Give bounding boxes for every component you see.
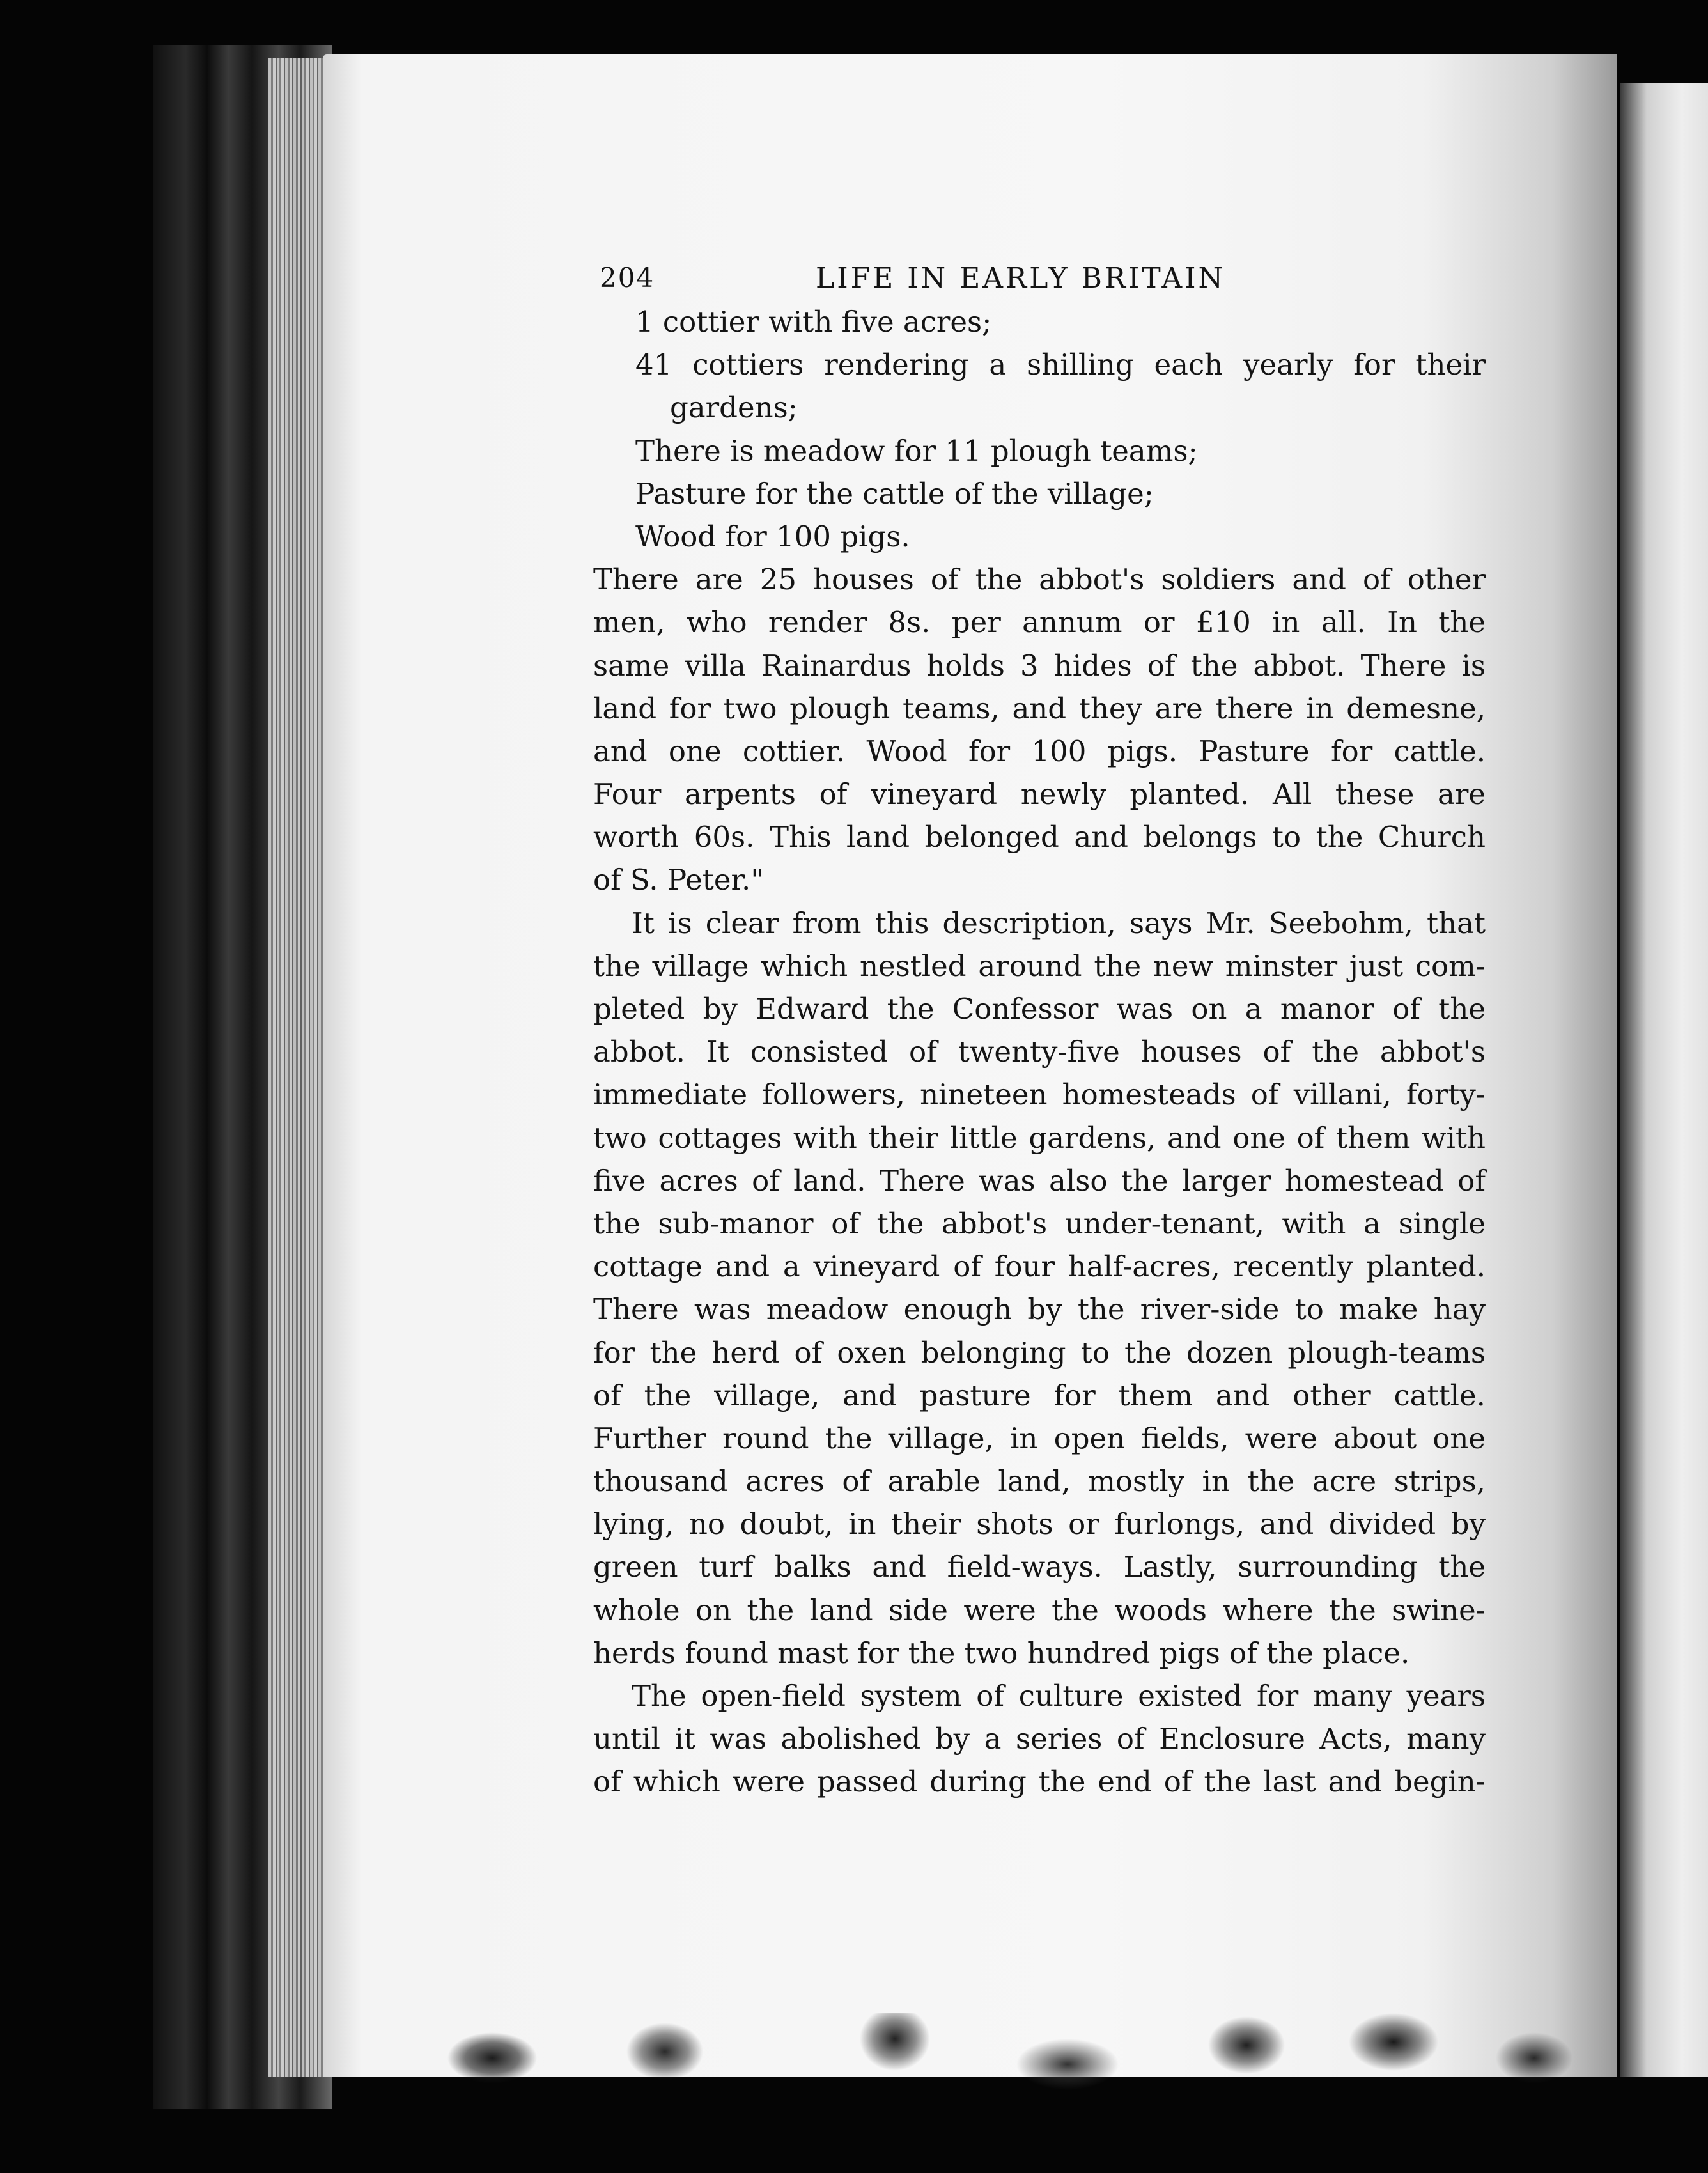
text-line: the village which nestled around the new minster just com-: [593, 948, 1486, 983]
bottom-stain: [396, 2013, 1611, 2103]
text-line: same villa Rainardus holds 3 hides of the abbot. There is: [593, 648, 1486, 683]
text-line: Pasture for the cattle of the village;: [635, 476, 1154, 511]
text-line: of the village, and pasture for them and other cattle.: [593, 1378, 1486, 1412]
text-line: There are 25 houses of the abbot's soldiers and of other: [593, 562, 1486, 597]
text-line: until it was abolished by a series of Enclosure Acts, many: [593, 1722, 1486, 1756]
running-head: [593, 256, 1486, 300]
text-line: of S. Peter.": [593, 863, 765, 897]
text-line: pleted by Edward the Confessor was on a manor of the: [593, 992, 1486, 1026]
text-line: land for two plough teams, and they are there in demesne,: [593, 691, 1486, 725]
text-line: The open-field system of culture existed for many years: [632, 1679, 1486, 1713]
text-line: There is meadow for 11 plough teams;: [635, 433, 1198, 468]
text-line: cottage and a vineyard of four half-acres, recently planted.: [593, 1249, 1486, 1284]
text-line: five acres of land. There was also the larger homestead of: [593, 1163, 1486, 1198]
text-line: Four arpents of vineyard newly planted. All these are: [593, 777, 1486, 812]
text-line: for the herd of oxen belonging to the dozen plough-teams: [593, 1335, 1486, 1370]
text-block: [593, 256, 1486, 1804]
text-line: herds found mast for the two hundred pigs of the place.: [593, 1636, 1410, 1670]
text-line: and one cottier. Wood for 100 pigs. Pasture for cattle.: [593, 734, 1486, 768]
running-title: LIFE IN EARLY BRITAIN: [816, 262, 1226, 295]
text-line: 41 cottiers rendering a shilling each yearly for their: [635, 348, 1486, 382]
text-line: lying, no doubt, in their shots or furlongs, and divided by: [593, 1507, 1486, 1542]
text-line: 1 cottier with five acres;: [635, 305, 992, 339]
body-text: [593, 300, 1486, 1804]
text-line: green turf balks and field-ways. Lastly, surrounding the: [593, 1550, 1486, 1584]
text-line: Wood for 100 pigs.: [635, 519, 910, 553]
text-line: two cottages with their little gardens, and one of them with: [593, 1120, 1486, 1155]
text-line: It is clear from this description, says Mr. Seebohm, that: [632, 906, 1486, 940]
text-line: There was meadow enough by the river-side to make hay: [593, 1292, 1486, 1327]
text-line: gardens;: [670, 391, 798, 425]
text-line: of which were passed during the end of the last and begin-: [593, 1765, 1486, 1799]
text-line: abbot. It consisted of twenty-five houses of the abbot's: [593, 1035, 1486, 1069]
text-line: Further round the village, in open fields, were about one: [593, 1421, 1486, 1455]
text-line: the sub-manor of the abbot's under-tenant, with a single: [593, 1206, 1486, 1241]
page-number: 204: [600, 262, 655, 293]
text-line: worth 60s. This land belonged and belongs to the Church: [593, 820, 1486, 855]
text-line: immediate followers, nineteen homesteads of villani, forty-: [593, 1078, 1486, 1112]
text-line: men, who render 8s. per annum or £10 in all. In the: [593, 605, 1486, 640]
text-line: thousand acres of arable land, mostly in the acre strips,: [593, 1464, 1486, 1499]
text-line: whole on the land side were the woods where the swine-: [593, 1593, 1486, 1627]
page-stack-edge: [268, 58, 326, 2077]
facing-page-edge: [1620, 83, 1708, 2077]
